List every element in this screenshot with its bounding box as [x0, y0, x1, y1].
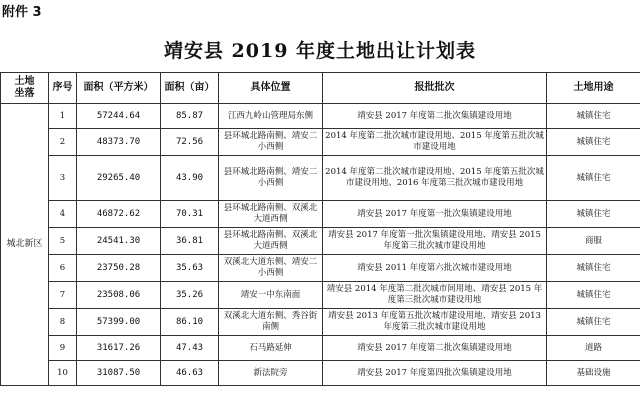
cell-use: 城镇住宅 [547, 282, 640, 309]
cell-approval: 靖安县 2017 年度第二批次集镇建设用地 [323, 336, 547, 361]
cell-area-sqm: 57399.00 [77, 309, 161, 336]
header-district [1, 73, 49, 104]
cell-approval: 靖安县 2013 年度第五批次城市建设用地、靖安县 2013 年度第三批次城市建设用地 [323, 309, 547, 336]
cell-seq: 10 [49, 361, 77, 386]
cell-seq: 2 [49, 129, 77, 156]
cell-seq: 6 [49, 255, 77, 282]
header-area-mu: 面积（亩） [161, 73, 219, 104]
cell-area-mu: 70.31 [161, 201, 219, 228]
table-row [1, 156, 640, 201]
table-row [1, 309, 640, 336]
cell-approval: 2014 年度第二批次城市建设用地、2015 年度第五批次城市建设用地 [323, 129, 547, 156]
cell-area-mu: 85.87 [161, 104, 219, 129]
cell-use: 基础设施 [547, 361, 640, 386]
cell-approval: 靖安县 2017 年度第一批次集镇建设用地、靖安县 2015 年度第三批次城市建设用地 [323, 228, 547, 255]
table-row [1, 201, 640, 228]
cell-area-mu: 47.43 [161, 336, 219, 361]
cell-seq: 1 [49, 104, 77, 129]
cell-location: 县环城北路南侧、双溪北大道西侧 [219, 228, 323, 255]
header-approval: 报批批次 [323, 73, 547, 104]
cell-area-sqm: 31617.26 [77, 336, 161, 361]
cell-area-sqm: 46872.62 [77, 201, 161, 228]
cell-area-mu: 35.63 [161, 255, 219, 282]
cell-area-sqm: 23750.28 [77, 255, 161, 282]
header-location: 具体位置 [219, 73, 323, 104]
header-use: 土地用途 [547, 73, 640, 104]
document-title: 靖安县 2019 年度土地出让计划表 [163, 40, 477, 62]
cell-area-sqm: 29265.40 [77, 156, 161, 201]
cell-seq: 9 [49, 336, 77, 361]
cell-location: 县环城北路南侧、靖安二小西侧 [219, 156, 323, 201]
cell-approval: 靖安县 2017 年度第二批次集镇建设用地 [323, 104, 547, 129]
cell-area-sqm: 31087.50 [77, 361, 161, 386]
cell-location: 县环城北路南侧、双溪北大道西侧 [219, 201, 323, 228]
cell-location: 双溪北大道东侧、秀谷街南侧 [219, 309, 323, 336]
cell-location: 双溪北大道东侧、靖安二小西侧 [219, 255, 323, 282]
table-row [1, 361, 640, 386]
cell-seq: 7 [49, 282, 77, 309]
table-row [1, 104, 640, 129]
cell-use: 道路 [547, 336, 640, 361]
cell-seq: 8 [49, 309, 77, 336]
cell-use: 商服 [547, 228, 640, 255]
cell-location: 新法院旁 [219, 361, 323, 386]
cell-area-sqm: 48373.70 [77, 129, 161, 156]
header-seq: 序号 [49, 73, 77, 104]
cell-location: 县环城北路南侧、靖安二小西侧 [219, 129, 323, 156]
cell-use: 城镇住宅 [547, 129, 640, 156]
cell-approval: 靖安县 2014 年度第二批次城市间用地、靖安县 2015 年度第三批次城市建设用地 [323, 282, 547, 309]
cell-seq: 5 [49, 228, 77, 255]
cell-approval: 2014 年度第二批次城市建设用地、2015 年度第五批次城市建设用地、2016 年度第三批次城市建设用地 [323, 156, 547, 201]
district-cell: 城北新区 [1, 104, 49, 386]
cell-use: 城镇住宅 [547, 255, 640, 282]
cell-approval: 靖安县 2011 年度第六批次城市建设用地 [323, 255, 547, 282]
cell-area-mu: 86.10 [161, 309, 219, 336]
cell-approval: 靖安县 2017 年度第一批次集镇建设用地 [323, 201, 547, 228]
cell-seq: 3 [49, 156, 77, 201]
attachment-label: 附件 3 [2, 5, 42, 20]
cell-area-mu: 36.81 [161, 228, 219, 255]
cell-area-mu: 35.26 [161, 282, 219, 309]
cell-area-sqm: 57244.64 [77, 104, 161, 129]
cell-use: 城镇住宅 [547, 201, 640, 228]
table-row [1, 255, 640, 282]
table-row [1, 228, 640, 255]
table-row [1, 336, 640, 361]
cell-area-sqm: 24541.30 [77, 228, 161, 255]
cell-area-mu: 43.90 [161, 156, 219, 201]
cell-use: 城镇住宅 [547, 309, 640, 336]
table-header-row [1, 73, 640, 104]
header-area-sqm: 面积（平方米） [77, 73, 161, 104]
cell-location: 江西九岭山管理局东侧 [219, 104, 323, 129]
cell-area-sqm: 23508.06 [77, 282, 161, 309]
cell-location: 靖安一中东南面 [219, 282, 323, 309]
cell-location: 石马路延伸 [219, 336, 323, 361]
land-transfer-table [0, 72, 640, 386]
cell-area-mu: 72.56 [161, 129, 219, 156]
table-row [1, 129, 640, 156]
cell-seq: 4 [49, 201, 77, 228]
header-district-label: 土地 坐落 [14, 76, 35, 99]
cell-use: 城镇住宅 [547, 104, 640, 129]
cell-use: 城镇住宅 [547, 156, 640, 201]
table-row [1, 282, 640, 309]
cell-area-mu: 46.63 [161, 361, 219, 386]
cell-approval: 靖安县 2017 年度第四批次集镇建设用地 [323, 361, 547, 386]
